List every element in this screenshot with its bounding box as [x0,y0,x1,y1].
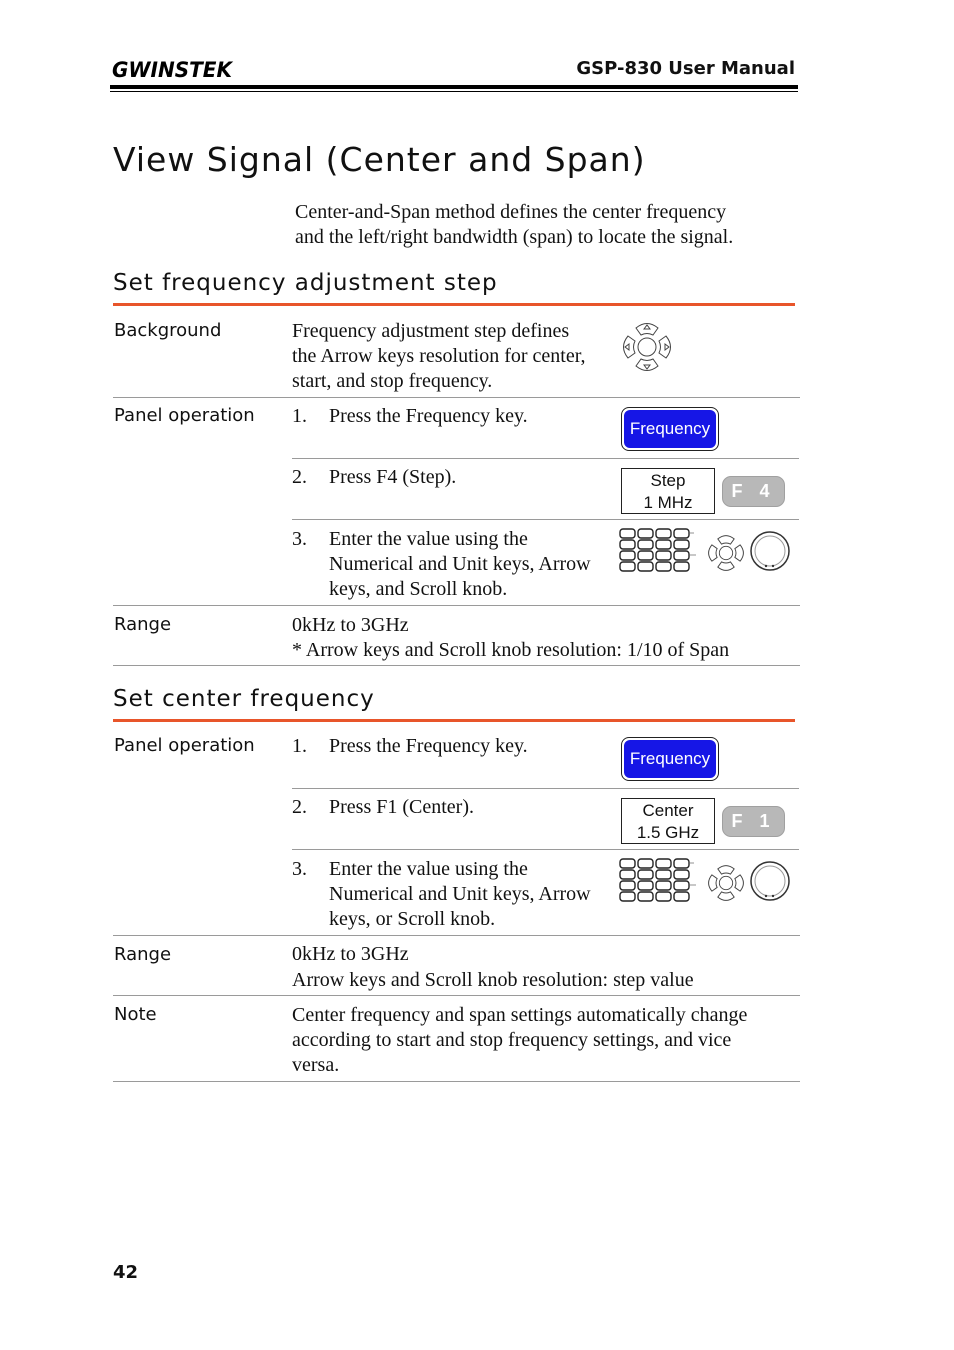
softkey-value: 1 MHz [643,493,693,512]
manual-title: GSP-830 User Manual [576,58,795,79]
frequency-key[interactable] [621,407,719,451]
svg-text:GWINSTEK: GWINSTEK [112,58,234,82]
scroll-knob-icon [749,530,791,577]
step-text: Press the Frequency key. [329,735,528,757]
step-number: 2. [292,466,307,488]
row-divider [292,458,799,459]
step-text: Press F1 (Center). [329,796,474,818]
section-heading: Set center frequency [113,686,375,712]
step-number: 2. [292,796,307,818]
numeric-keypad-icon [618,527,702,578]
numeric-keypad-icon [618,857,702,908]
range-label: Range [114,944,172,965]
note-text: versa. [292,1054,340,1076]
section-heading: Set frequency adjustment step [113,270,498,296]
row-divider [113,995,800,996]
row-divider [292,519,799,520]
step-text: Press F4 (Step). [329,466,457,488]
row-divider [292,849,799,850]
row-divider [113,665,800,666]
step-number: 3. [292,528,307,550]
f1-key[interactable]: F 1 [722,806,785,837]
softkey-label-box [621,798,715,844]
row-divider [113,397,800,398]
panel-operation-label: Panel operation [114,405,255,426]
background-label: Background [114,320,222,341]
step-text: keys, or Scroll knob. [329,908,496,930]
arrow-keys-icon [706,533,746,578]
header-rule-thin [110,91,798,92]
row-divider [292,788,799,789]
note-label: Note [114,1004,157,1025]
frequency-key-label: Frequency [624,740,716,778]
intro-line-1: Center-and-Span method defines the center frequency [295,201,727,223]
softkey-title: Center [642,801,694,820]
section-rule [113,303,795,306]
row-divider [113,605,800,606]
step-text: Numerical and Unit keys, Arrow [329,883,591,905]
page-number: 42 [113,1262,139,1283]
arrow-keys-icon [706,863,746,908]
row-divider [113,935,800,936]
step-text: Enter the value using the [329,528,528,550]
softkey-label-box [621,468,715,514]
brand-logo [112,56,234,82]
f4-key[interactable]: F 4 [722,476,785,507]
header-rule [110,85,798,89]
step-text: Enter the value using the [329,858,528,880]
note-text: Center frequency and span settings automatically change [292,1004,748,1026]
panel-operation-label: Panel operation [114,735,255,756]
scroll-knob-icon [749,860,791,907]
row-divider [113,1081,800,1082]
note-text: according to start and stop frequency settings, and vice [292,1029,732,1051]
range-text: 0kHz to 3GHz [292,614,409,636]
background-text: the Arrow keys resolution for center, [292,345,586,367]
intro-line-2: and the left/right bandwidth (span) to locate the signal. [295,226,734,248]
step-number: 1. [292,735,307,757]
softkey-value: 1.5 GHz [636,823,700,842]
background-text: start, and stop frequency. [292,370,493,392]
step-text: keys, and Scroll knob. [329,578,508,600]
step-text: Press the Frequency key. [329,405,528,427]
step-number: 1. [292,405,307,427]
range-label: Range [114,614,172,635]
range-note: Arrow keys and Scroll knob resolution: step value [292,969,694,991]
arrow-keys-icon [620,320,674,379]
range-note: * Arrow keys and Scroll knob resolution: 1/10 of Span [292,639,730,661]
background-text: Frequency adjustment step defines [292,320,570,342]
range-text: 0kHz to 3GHz [292,943,409,965]
page-title: View Signal (Center and Span) [113,140,646,179]
frequency-key-label: Frequency [624,410,716,448]
step-text: Numerical and Unit keys, Arrow [329,553,591,575]
section-rule [113,719,795,722]
softkey-title: Step [650,471,686,490]
frequency-key[interactable] [621,737,719,781]
step-number: 3. [292,858,307,880]
